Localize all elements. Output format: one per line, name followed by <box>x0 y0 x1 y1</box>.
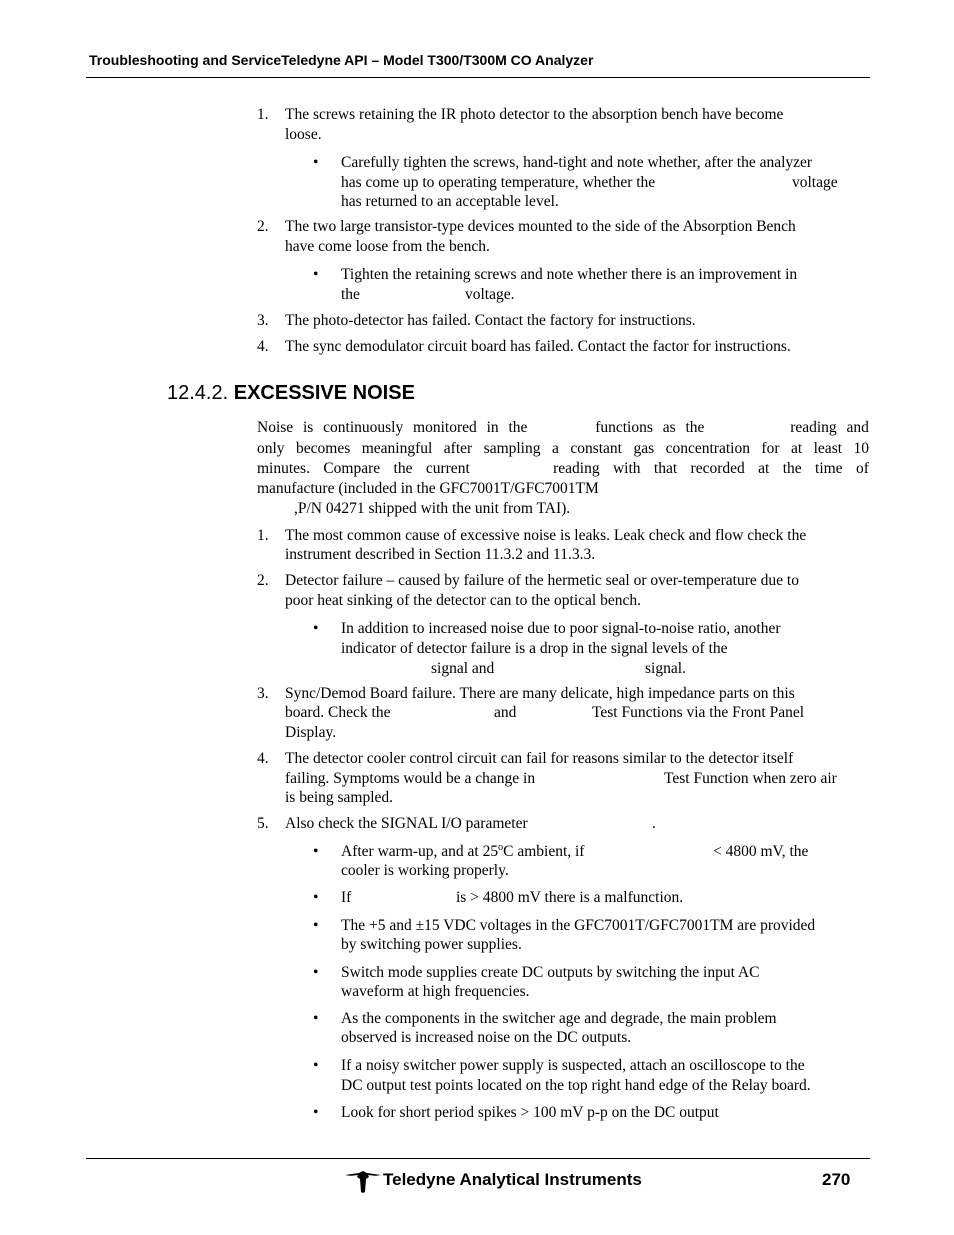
list-item-text: loose. <box>285 126 322 143</box>
bullet-text: waveform at high frequencies. <box>341 983 530 1000</box>
list-item-text: The two large transistor-type devices mounted to the side of the Absorption Bench <box>285 218 796 235</box>
intro-line-5: ,P/N 04271 shipped with the unit from TAI). <box>294 500 571 517</box>
bullet-text: If <box>341 889 352 906</box>
bullet-text: voltage <box>792 174 838 191</box>
bullet-text: signal. <box>645 660 686 677</box>
bullet-text: observed is increased noise on the DC outputs. <box>341 1029 632 1046</box>
list-item-text: Sync/Demod Board failure. There are many delicate, high impedance parts on this <box>285 685 795 702</box>
bullet-icon: • <box>313 1104 319 1121</box>
bullet-icon: • <box>313 964 319 981</box>
list-item-text: failing. Symptoms would be a change in <box>285 770 536 787</box>
intro-line-4: manufacture (included in the GFC7001T/GFC7001TM <box>257 480 599 497</box>
list-item-text: Also check the SIGNAL I/O parameter <box>285 815 528 832</box>
list-item-text: The detector cooler control circuit can fail for reasons similar to the detector itself <box>285 750 794 767</box>
bullet-text: As the components in the switcher age and degrade, the main problem <box>341 1010 777 1027</box>
bullet-text: Tighten the retaining screws and note whether there is an improvement in <box>341 266 798 283</box>
list-item-number: 1. <box>257 527 269 544</box>
list-item-number: 3. <box>257 685 269 702</box>
list-item-text: board. Check the <box>285 704 391 721</box>
intro-line-1: Noise is continuously monitored in the functions as the reading and <box>257 419 869 436</box>
bullet-icon: • <box>313 266 319 283</box>
list-item-text: Test Function when zero air <box>664 770 837 787</box>
section-heading <box>167 382 415 405</box>
bullet-icon: • <box>313 1057 319 1074</box>
bullet-text: by switching power supplies. <box>341 936 522 953</box>
bullet-icon: • <box>313 1010 319 1027</box>
list-item-number: 3. <box>257 312 269 329</box>
list-item-number: 4. <box>257 338 269 355</box>
bullet-text: has returned to an acceptable level. <box>341 193 559 210</box>
section-number: 12.4.2. <box>167 382 229 404</box>
bullet-text: signal and <box>431 660 495 677</box>
bullet-text: Look for short period spikes > 100 mV p-p on the DC output <box>341 1104 719 1121</box>
bullet-text: < 4800 mV, the <box>713 843 809 860</box>
page-number: 270 <box>822 1170 851 1189</box>
list-item-number: 4. <box>257 750 269 767</box>
bullet-icon: • <box>313 917 319 934</box>
bullet-text: Carefully tighten the screws, hand-tight and note whether, after the analyzer <box>341 154 813 171</box>
footer-rule <box>86 1158 870 1159</box>
bullet-text: voltage. <box>465 286 515 303</box>
list-item-text: and <box>494 704 517 721</box>
list-item-text: have come loose from the bench. <box>285 238 490 255</box>
bullet-text: indicator of detector failure is a drop in the signal levels of the <box>341 640 728 657</box>
intro-line-2: only becomes meaningful after sampling a constant gas concentration for at least 10 <box>257 440 869 457</box>
section-title: EXCESSIVE NOISE <box>233 382 415 404</box>
bullet-text: Switch mode supplies create DC outputs by switching the input AC <box>341 964 760 981</box>
bullet-text: cooler is working properly. <box>341 862 509 879</box>
list-item-text: . <box>652 815 656 832</box>
list-item-text: is being sampled. <box>285 789 394 806</box>
intro-line-3: minutes. Compare the current reading with that recorded at the time of <box>257 460 869 477</box>
list-item-number: 2. <box>257 572 269 589</box>
bullet-text: In addition to increased noise due to poor signal-to-noise ratio, another <box>341 620 781 637</box>
teledyne-logo-icon <box>345 1171 381 1193</box>
bullet-icon: • <box>313 154 319 171</box>
bullet-text: DC output test points located on the top right hand edge of the Relay board. <box>341 1077 811 1094</box>
list-item-text: The sync demodulator circuit board has failed. Contact the factor for instructions. <box>285 338 791 355</box>
bullet-text: After warm-up, and at 25$^o$C ambient, if <box>341 842 585 860</box>
list-item-text: Detector failure – caused by failure of the hermetic seal or over-temperature due to <box>285 572 799 589</box>
bullet-icon: • <box>313 620 319 637</box>
list-item-number: 5. <box>257 815 269 832</box>
list-item-text: Test Functions via the Front Panel <box>592 704 805 721</box>
bullet-icon: • <box>313 889 319 906</box>
bullet-text: the <box>341 286 360 303</box>
footer-company: Teledyne Analytical Instruments <box>383 1170 642 1189</box>
header-rule <box>86 77 870 78</box>
bullet-text: If a noisy switcher power supply is suspected, attach an oscilloscope to the <box>341 1057 805 1074</box>
bullet-text: The +5 and ±15 VDC voltages in the GFC7001T/GFC7001TM are provided <box>341 917 816 934</box>
bullet-text: has come up to operating temperature, whether the <box>341 174 656 191</box>
list-item-text: Display. <box>285 724 337 741</box>
list-item-number: 2. <box>257 218 269 235</box>
bullet-icon: • <box>313 843 319 860</box>
list-item-text: poor heat sinking of the detector can to the optical bench. <box>285 592 641 609</box>
bullet-text: is > 4800 mV there is a malfunction. <box>456 889 684 906</box>
list-item-number: 1. <box>257 106 269 123</box>
list-item-text: The most common cause of excessive noise is leaks. Leak check and flow check the <box>285 527 807 544</box>
list-item-text: instrument described in Section 11.3.2 and 11.3.3. <box>285 546 596 563</box>
page-header-title: Troubleshooting and ServiceTeledyne API – Model T300/T300M CO Analyzer <box>89 52 594 68</box>
list-item-text: The screws retaining the IR photo detector to the absorption bench have become <box>285 106 784 123</box>
list-item-text: The photo-detector has failed. Contact the factory for instructions. <box>285 312 696 329</box>
